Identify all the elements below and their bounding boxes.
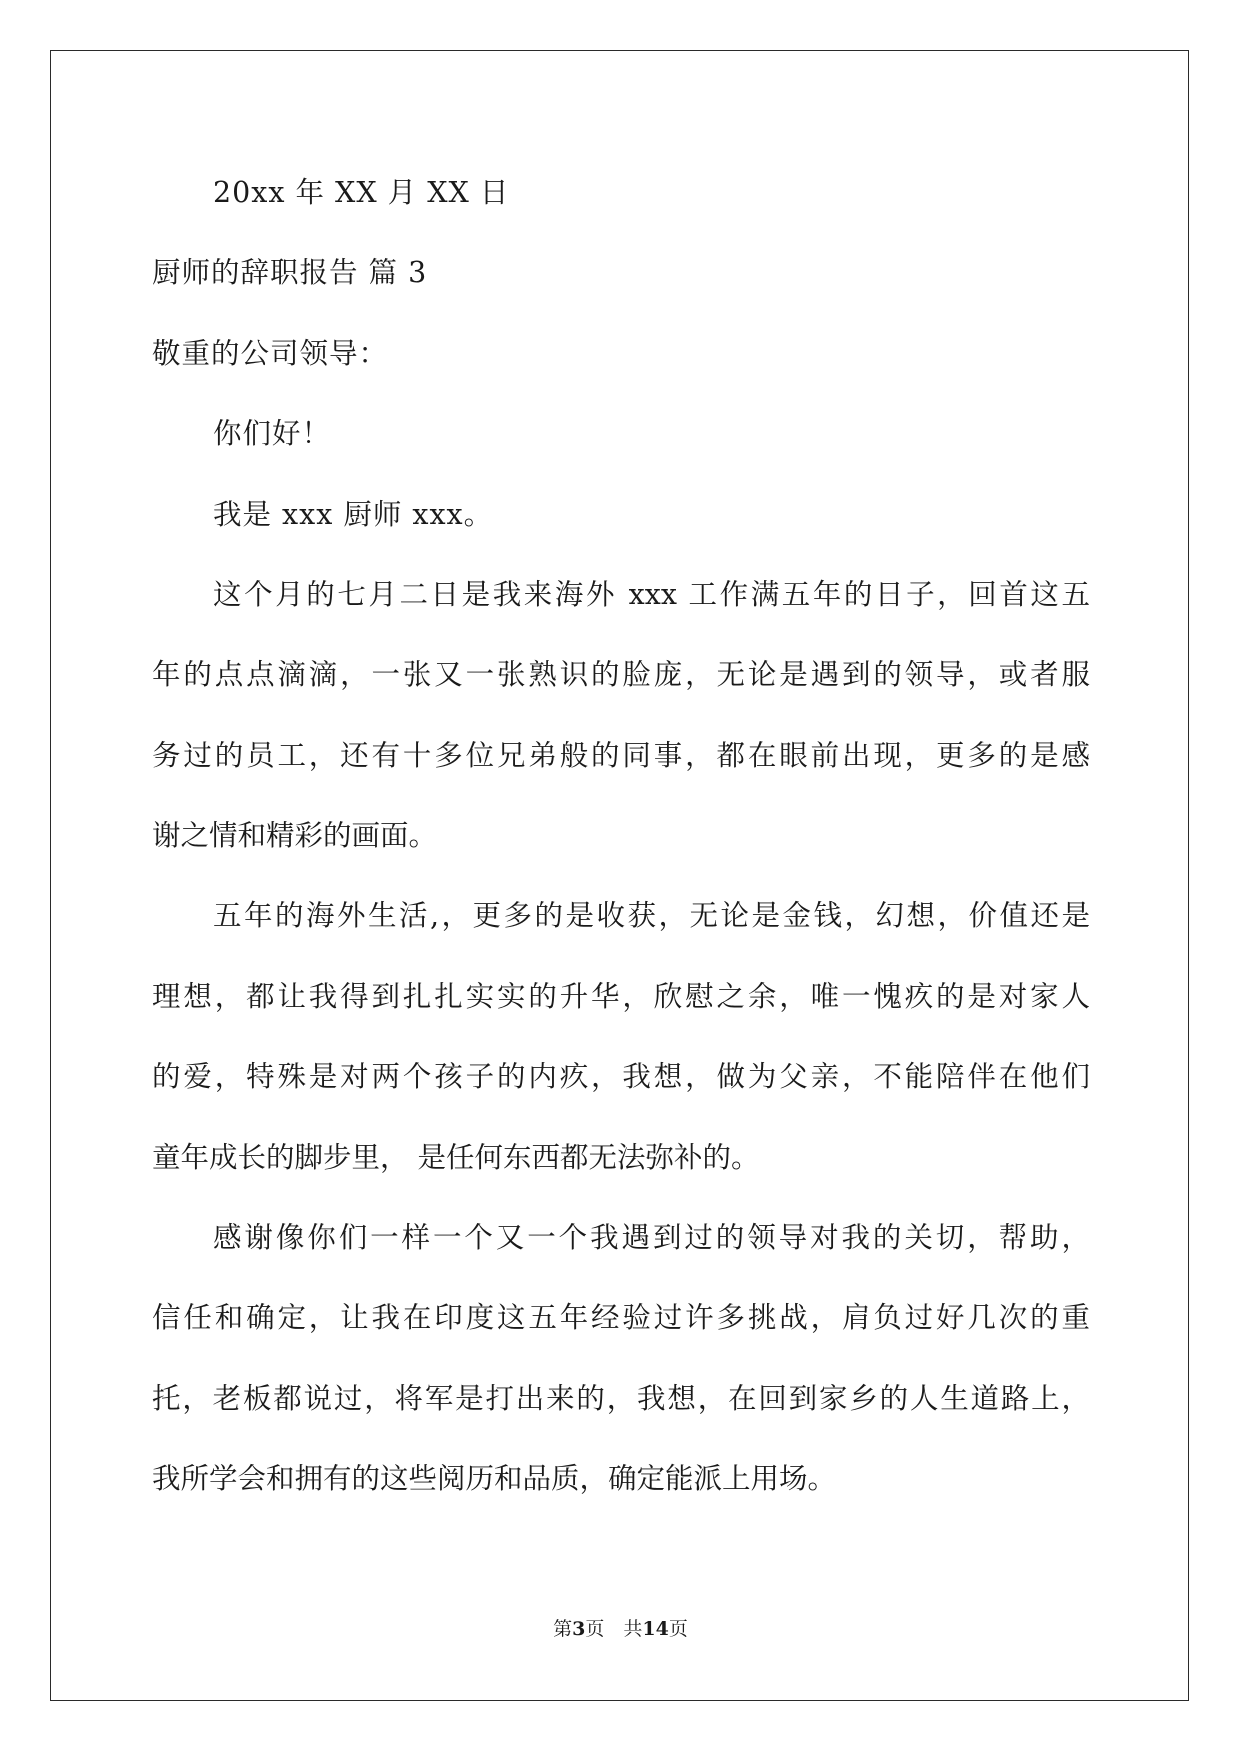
paragraph-3-line-4: 我所学会和拥有的这些阅历和品质，确定能派上用场。 <box>152 1462 837 1495</box>
paragraph-1-line-4: 谢之情和精彩的画面。 <box>152 819 438 852</box>
greeting: 你们好！ <box>213 417 332 450</box>
page-number-footer <box>0 1617 1241 1641</box>
salutation: 敬重的公司领导： <box>152 337 389 370</box>
section-title: 厨师的辞职报告 篇 3 <box>152 256 428 289</box>
footer-current-page: 3 <box>572 1618 586 1640</box>
footer-suffix: 页 <box>668 1618 688 1640</box>
paragraph-2-line-1: 五年的海外生活,，更多的是收获，无论是金钱，幻想，价值还是 <box>213 899 1090 932</box>
paragraph-1-line-1: 这个月的七月二日是我来海外 xxx 工作满五年的日子，回首这五 <box>213 578 1090 611</box>
paragraph-2-line-3: 的爱，特殊是对两个孩子的内疚，我想，做为父亲，不能陪伴在他们 <box>152 1060 1090 1093</box>
intro-line: 我是 xxx 厨师 xxx。 <box>213 498 494 531</box>
paragraph-3-line-1: 感谢像你们一样一个又一个我遇到过的领导对我的关切，帮助， <box>213 1221 1090 1254</box>
date-line: 20xx 年 XX 月 XX 日 <box>213 176 510 209</box>
page-border <box>50 50 1189 1701</box>
paragraph-3-line-3: 托，老板都说过，将军是打出来的，我想，在回到家乡的人生道路上， <box>152 1382 1090 1415</box>
footer-mid: 页 共 <box>585 1618 643 1640</box>
paragraph-1-line-3: 务过的员工，还有十多位兄弟般的同事，都在眼前出现，更多的是感 <box>152 739 1090 772</box>
footer-prefix: 第 <box>553 1618 573 1640</box>
paragraph-2-line-2: 理想，都让我得到扎扎实实的升华，欣慰之余，唯一愧疚的是对家人 <box>152 980 1090 1013</box>
paragraph-2-line-4: 童年成长的脚步里， 是任何东西都无法弥补的。 <box>152 1141 760 1174</box>
paragraph-3-line-2: 信任和确定，让我在印度这五年经验过许多挑战，肩负过好几次的重 <box>152 1301 1090 1334</box>
paragraph-1-line-2: 年的点点滴滴，一张又一张熟识的脸庞，无论是遇到的领导，或者服 <box>152 658 1090 691</box>
footer-total-pages: 14 <box>642 1618 669 1640</box>
